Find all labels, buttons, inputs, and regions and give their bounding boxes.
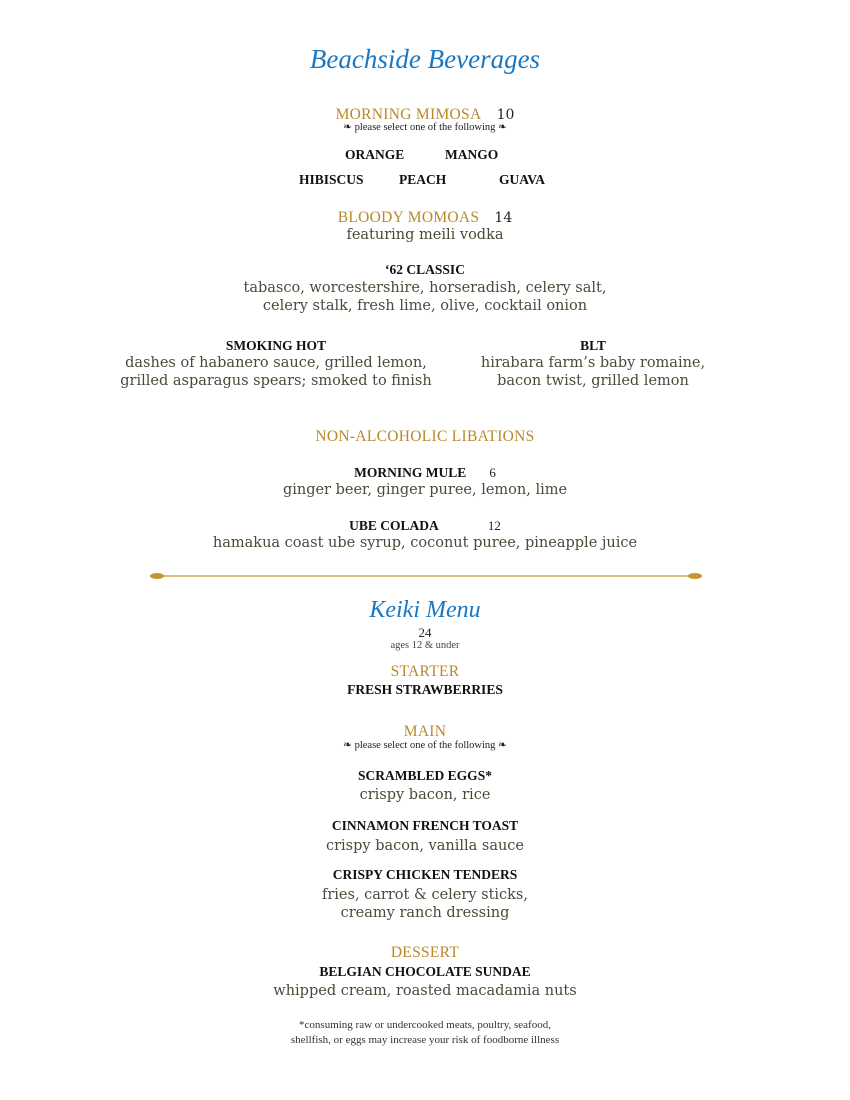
- smoking-hot-name: SMOKING HOT: [225, 338, 327, 353]
- mule-price: 6: [489, 465, 496, 480]
- disclaimer-line-2: shellfish, or eggs may increase your risk of foodborne illness: [290, 1034, 560, 1046]
- classic-line-1: tabasco, worcestershire, horseradish, celery salt,: [243, 280, 607, 296]
- bloody-price: 14: [494, 210, 513, 226]
- beverages-title: Beachside Beverages: [309, 44, 541, 74]
- section-divider: [148, 569, 704, 583]
- tenders-line-2: creamy ranch dressing: [340, 905, 510, 921]
- mimosa-option-hibiscus: HIBISCUS: [299, 172, 364, 187]
- blt-line-2: bacon twist, grilled lemon: [497, 373, 689, 389]
- main-heading: MAIN: [403, 723, 447, 740]
- mimosa-price: 10: [496, 107, 515, 123]
- dessert-desc: whipped cream, roasted macadamia nuts: [273, 983, 577, 999]
- mimosa-option-guava: GUAVA: [499, 172, 546, 187]
- starter-heading: STARTER: [390, 663, 460, 680]
- eggs-name: SCRAMBLED EGGS*: [358, 768, 492, 783]
- smoking-hot-block: [90, 338, 462, 390]
- colada-price: 12: [487, 518, 501, 533]
- mule-desc: ginger beer, ginger puree, lemon, lime: [282, 482, 568, 498]
- keiki-title: Keiki Menu: [369, 597, 481, 623]
- smoking-hot-line-1: dashes of habanero sauce, grilled lemon,: [125, 355, 427, 371]
- blt-block: [450, 338, 736, 390]
- bloody-header: [0, 207, 850, 227]
- tenders-name: CRISPY CHICKEN TENDERS: [332, 867, 518, 882]
- right-flourish-icon: ❧: [498, 122, 507, 133]
- keiki-age-note: ages 12 & under: [390, 640, 460, 651]
- bloody-subtitle: featuring meili vodka: [346, 227, 504, 243]
- colada-desc: hamakua coast ube syrup, coconut puree, pineapple juice: [212, 535, 638, 551]
- smoking-hot-line-2: grilled asparagus spears; smoked to finish: [120, 373, 432, 389]
- main-select-note: [0, 739, 850, 751]
- eggs-desc: crispy bacon, rice: [359, 787, 491, 803]
- toast-name: CINNAMON FRENCH TOAST: [331, 818, 519, 833]
- starter-item: FRESH STRAWBERRIES: [347, 682, 503, 697]
- disclaimer-line-1: *consuming raw or undercooked meats, poultry, seafood,: [299, 1019, 551, 1031]
- left-flourish-icon: ❧: [343, 740, 352, 751]
- mimosa-select-note: [0, 121, 850, 133]
- mimosa-option-peach: PEACH: [399, 172, 447, 187]
- main-select-text: please select one of the following: [354, 740, 496, 751]
- classic-name: ‘62 CLASSIC: [385, 262, 465, 277]
- classic-line-2: celery stalk, fresh lime, olive, cocktail onion: [262, 298, 588, 314]
- dessert-heading: DESSERT: [390, 944, 460, 961]
- bloody-name: BLOODY MOMOAS: [337, 209, 480, 226]
- mimosa-name: MORNING MIMOSA: [335, 106, 482, 123]
- colada-name: UBE COLADA: [349, 518, 439, 533]
- non-alcoholic-heading: NON-ALCOHOLIC LIBATIONS: [315, 428, 535, 445]
- blt-line-1: hirabara farm’s baby romaine,: [480, 355, 706, 371]
- toast-desc: crispy bacon, vanilla sauce: [325, 838, 524, 854]
- right-flourish-icon: ❧: [498, 740, 507, 751]
- left-flourish-icon: ❧: [343, 122, 352, 133]
- mule-name: MORNING MULE: [354, 465, 467, 480]
- blt-name: BLT: [580, 338, 606, 353]
- mule-header: [0, 462, 850, 481]
- dessert-name: BELGIAN CHOCOLATE SUNDAE: [319, 964, 531, 979]
- mimosa-select-text: please select one of the following: [354, 122, 496, 133]
- mimosa-option-mango: MANGO: [445, 147, 499, 162]
- keiki-price: 24: [418, 625, 432, 640]
- mimosa-option-orange: ORANGE: [345, 147, 405, 162]
- tenders-line-1: fries, carrot & celery sticks,: [321, 887, 528, 903]
- colada-header: [0, 515, 850, 534]
